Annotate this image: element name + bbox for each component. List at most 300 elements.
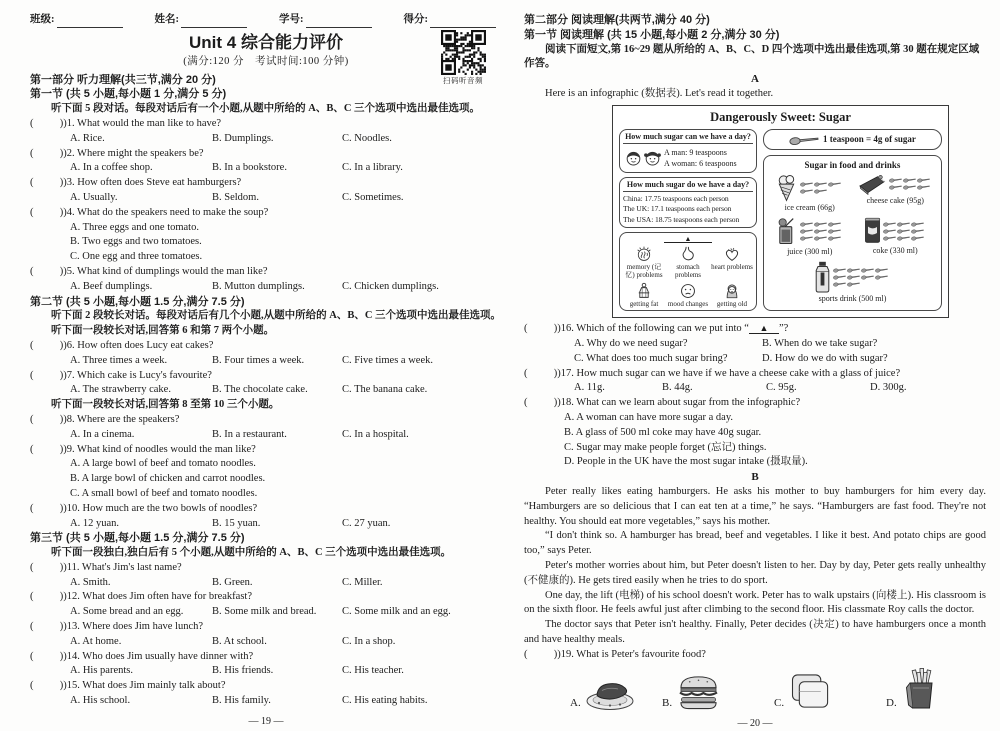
option-b: B. When do we take sugar? [762,338,878,350]
header-field-blank-line [430,16,496,28]
spoon-icon [833,281,846,287]
qr-caption: 扫码听音频 [443,76,483,85]
options-row [70,383,502,398]
question-text: )2. Where might the speakers be? [63,147,204,159]
reading-questions [524,322,986,470]
spoon-icon [800,221,813,227]
option-a-image [570,675,662,711]
answer-bracket: ( ) [30,206,64,218]
food-item-label: coke (330 ml) [872,245,918,255]
juice-icon [775,217,798,246]
question-text: )1. What would the man like to have? [63,117,222,129]
infographic-columns [619,129,942,312]
exam-subtitle: (满分:120 分 考试时间:100 分钟) [183,55,349,67]
spoon-icon [883,221,896,227]
spoon-icon [828,228,841,234]
option-d: D. How do we do with sugar? [762,352,888,364]
option-c: C. In a library. [342,162,403,174]
option-b: B. Four times a week. [212,354,305,366]
infographic-right-column [763,129,942,312]
spoon-icon [889,184,902,190]
old-person-icon [723,282,741,300]
teaspoon-text: 1 teaspoon = 4g of sugar [823,134,916,145]
exam-title: Unit 4 综合能力评价 [189,32,343,52]
answer-bracket: ( ) [524,648,558,660]
question-text: )5. What kind of dumplings would the man like? [63,265,268,277]
spoon-icon [828,221,841,227]
woman-face-icon [643,148,662,167]
question-16 [524,322,986,337]
man-woman-icons [624,148,662,167]
daily-allowance-lines [664,147,737,169]
header-field-label: 班级: [30,14,55,25]
question-9 [30,443,502,458]
option-letter: C. [774,696,785,709]
question-2 [30,147,502,162]
spoon-icon [861,267,874,273]
option-b: B. The chocolate cake. [212,384,308,396]
food-item-label: cheese cake (95g) [866,195,924,205]
question-text: )17. How much sugar can we have if we have a cheese cake with a glass of juice? [557,367,901,379]
spoon-icon [833,267,846,273]
passage-b-label: B [751,471,759,484]
options-row [70,191,502,206]
section1-instruction: 听下面 5 段对话。每段对话后有一个小题,从题中所给的 A、B、C 三个选项中选出最佳选项。 [51,103,481,115]
section3-instruction: 听下面一段独白,独白后有 5 个小题,从题中所给的 A、B、C 三个选项中选出最佳选项。 [51,547,452,559]
problem-item [623,282,665,308]
answer-bracket: ( ) [30,369,64,381]
answer-bracket: ( ) [30,502,64,514]
intake-line-2: The USA: 18.75 teaspoons each person [623,214,740,224]
option-b: B. In a restaurant. [212,428,287,440]
spoon-icon [875,267,888,273]
header-field-1 [155,13,248,28]
header-field-label: 得分: [403,14,428,25]
spoon-icon [883,235,896,241]
option-d: D. People in the UK have the most sugar intake (摄取量). [564,456,808,468]
option-c: C. 27 yuan. [342,517,391,529]
sugar-spoons [800,181,844,194]
option-a: A. A woman can have more sugar a day. [564,412,734,424]
question-text: )16. Which of the following can we put into “▲”? [557,323,789,335]
header-field-blank-line [57,16,123,28]
section3-questions [30,561,502,709]
option-a: A. His school. [70,695,131,707]
options-row [70,664,502,679]
option-c: C. Sometimes. [342,191,404,203]
stomach-icon [679,245,697,263]
option-b-image [662,672,774,711]
option-a: A. At home. [70,635,122,647]
spoon-icon [903,184,916,190]
option-b: B. 15 yuan. [212,517,261,529]
spoon-icon [833,274,846,280]
answer-bracket: ( ) [524,367,558,379]
spoon-icon [883,228,896,234]
question-19-block [524,648,986,711]
header-field-3 [404,13,497,28]
chips-icon [900,667,942,711]
question-text: )19. What is Peter's favourite food? [557,648,706,660]
option-a: A. 12 yuan. [70,517,119,529]
question-text: )4. What do the speakers need to make the soup? [63,206,269,218]
part2-heading: 第二部分 阅读理解(共两节,满分 40 分) [524,14,710,26]
triangle-marker: ▲ [684,235,692,244]
option-b: B. His friends. [212,665,274,677]
option-a: A. In a cinema. [70,428,135,440]
option-a: A. Some bread and an egg. [70,606,184,618]
spoon-icon [911,221,924,227]
passage-a-intro: Here is an infographic (数据表). Let's read it together. [545,87,774,99]
question-4 [30,206,502,221]
answer-bracket: ( ) [30,413,64,425]
passage-paragraph-3: Peter's mother worries about him, but Peter doesn't listen to her. Day by day, Peter gets really unhealthy (不健康的). He gets tired easily when he tries to do sport. [524,560,986,586]
allowance-line-1: A woman: 6 teaspoons [664,158,737,168]
question-19-options [570,667,986,711]
answer-bracket: ( ) [524,323,558,335]
answer-bracket: ( ) [30,621,64,633]
problems-box [619,232,757,311]
answer-bracket: ( ) [30,339,64,351]
answer-bracket: ( ) [524,397,558,409]
option-a: A. Usually. [70,191,118,203]
passage-b [524,485,986,648]
header-field-blank-line [306,16,372,28]
answer-bracket: ( ) [30,265,64,277]
question-text: )10. How much are the two bowls of noodles? [63,502,258,514]
spoon-icon [814,181,827,187]
exam-page-right [524,13,986,731]
spoon-icon [814,221,827,227]
blank-with-triangle: ▲ [749,323,779,334]
answer-bracket: ( ) [30,650,64,662]
food-grid [767,173,938,303]
food-item [767,217,853,256]
section2-questions-b [30,413,502,531]
passage-paragraph-4: One day, the lift (电梯) of his school doesn't work. Peter has to walk upstairs (向楼上). His classroom is on the sixth floor. He feels awful just after climbing to the second floor. His classmate Roy calls the doctor. [524,589,986,616]
spoon-icon [800,181,813,187]
intake-line-1: The UK: 17.1 teaspoons each person [623,204,732,214]
food-box [763,155,942,312]
section2-sub-instruction-2: 听下面一段较长对话,回答第 8 至第 10 三个小题。 [51,399,280,411]
options-row [70,517,502,532]
intake-line-0: China: 17.75 teaspoons each person [623,193,729,203]
sugar-spoons [883,221,927,241]
option-a: A. Rice. [70,132,105,144]
problem-label: memory (记忆) problems [625,263,663,280]
food-item [767,173,853,212]
option-c: C. His eating habits. [342,695,428,707]
spoon-icon [800,235,813,241]
option-letter: B. [662,696,673,709]
section2-sub-instruction-1: 听下面一段较长对话,回答第 6 和第 7 两个小题。 [51,325,275,337]
header-field-2 [279,13,372,28]
qr-code-icon [441,30,486,75]
sugar-spoons [800,221,844,241]
question-text: )14. Who does Jim usually have dinner with? [63,650,254,662]
option-c: C. Some milk and an egg. [342,606,451,618]
options-row [70,280,502,295]
options-row [70,605,502,620]
food-item-visual [814,261,891,293]
header-field-0 [30,13,123,28]
steak-plate-icon [584,675,636,711]
question-text: )13. Where does Jim have lunch? [63,621,204,633]
header-field-blank-line [181,16,247,28]
options-row [70,354,502,369]
options-row [70,635,502,650]
question-3 [30,176,502,191]
intake-header: How much sugar do we have a day? [623,180,753,192]
spoon-icon [814,235,827,241]
option-b: B. Mutton dumplings. [212,280,305,292]
option-c: C. Five times a week. [342,354,433,366]
sad-face-icon [679,282,697,300]
option-a: A. Smith. [70,576,111,588]
qr-code-block [438,30,488,85]
reading-section-heading: 第一节 阅读理解 (共 15 小题,每小题 2 分,满分 30 分) [524,28,780,41]
section2-instruction: 听下面 2 段较长对话。每段对话后有几个小题,从题中所给的 A、B、C 三个选项中选出最佳选项。 [51,310,502,322]
food-item [767,261,938,303]
options-row [70,694,502,709]
problem-item [623,245,665,279]
question-15 [30,679,502,694]
spoon-icon [903,177,916,183]
options-row [574,337,986,367]
problem-label: getting fat [629,300,659,309]
problem-label: stomach problems [674,263,702,280]
option-a: A. Three times a week. [70,354,168,366]
ice-cream-icon [775,173,798,202]
spoon-icon [917,177,930,183]
spoon-icon [847,281,860,287]
option-c: C. What does too much sugar bring? [574,352,728,364]
section1-heading: 第一节 (共 5 小题,每小题 1 分,满分 5 分) [30,88,227,101]
food-item-visual [775,173,844,202]
spoon-icon [828,181,841,187]
spoon-icon [814,228,827,234]
option-b: B. Green. [212,576,253,588]
food-item-label: ice cream (66g) [784,202,835,212]
food-box-header: Sugar in food and drinks [804,159,901,170]
question-text: )11. What's Jim's last name? [63,561,182,573]
options-row [574,381,986,396]
option-c: C. One egg and three tomatoes. [70,251,203,263]
option-a: A. The strawberry cake. [70,384,171,396]
blank-line [664,242,712,243]
food-item-label: sports drink (500 ml) [818,293,887,303]
option-c: C. Chicken dumplings. [342,280,439,292]
spoon-icon [861,274,874,280]
option-b: B. In a bookstore. [212,162,287,174]
question-11 [30,561,502,576]
spoon-icon [847,267,860,273]
heart-icon [723,245,741,263]
question-14 [30,650,502,665]
sugar-spoons [833,267,891,287]
spoon-icon [889,177,902,183]
section3-heading: 第三节 (共 5 小题,每小题 1.5 分,满分 7.5 分) [30,532,245,545]
daily-allowance-box [619,129,757,173]
infographic-left-column [619,129,757,312]
option-c-image [774,672,886,711]
sports-drink-icon [814,261,831,293]
part1-heading: 第一部分 听力理解(共三节,满分 20 分) [30,73,216,86]
question-text: )9. What kind of noodles would the man like? [63,443,256,455]
teaspoon-icon [789,135,819,145]
spoon-icon [847,274,860,280]
sugar-infographic [612,105,949,319]
answer-bracket: ( ) [30,177,64,189]
passage-paragraph-5: The doctor says that Peter isn't healthy. Finally, Peter decides (决定) to have hamburgers once a month and have healthy meals. [524,619,986,646]
problem-item [667,245,709,279]
intake-box [619,177,757,229]
option-b: B. 44g. [662,382,693,394]
option-b: B. A large bowl of chicken and carrot noodles. [70,473,266,485]
option-c: C. 95g. [766,382,797,394]
question-6 [30,339,502,354]
question-7 [30,369,502,384]
question-text: )18. What can we learn about sugar from the infographic? [557,397,801,409]
answer-bracket: ( ) [30,117,64,129]
food-item [853,173,939,212]
passage-paragraph-2: “I don't think so. A hamburger has bread, beef and vegetables. I like it best. And potato chips are good too,” says Peter. [524,530,986,557]
option-c: C. His teacher. [342,665,404,677]
food-item-visual [857,173,933,195]
answer-bracket: ( ) [30,591,64,603]
spoon-icon [897,221,910,227]
spoon-icon [800,228,813,234]
problem-item [711,282,753,308]
brain-icon [635,245,653,263]
food-item-visual [864,217,927,245]
intake-lines [623,194,753,226]
question-text: )12. What does Jim often have for breakfast? [63,591,252,603]
option-b: B. Seldom. [212,191,259,203]
option-a: A. Three eggs and one tomato. [70,221,199,233]
option-b: B. His family. [212,695,271,707]
question-17 [524,367,986,382]
option-a: A. Beef dumplings. [70,280,153,292]
option-a: A. A large bowl of beef and tomato noodles. [70,458,256,470]
question-19 [524,648,986,663]
option-c: C. Sugar may make people forget (忘记) things. [564,441,767,453]
coke-icon [864,217,881,245]
option-c: C. Noodles. [342,132,392,144]
option-c: C. Miller. [342,576,383,588]
hamburger-icon [675,672,722,711]
option-letter: A. [570,696,581,709]
allowance-line-0: A man: 9 teaspoons [664,147,727,157]
spoon-icon [800,188,813,194]
question-5 [30,265,502,280]
question-13 [30,620,502,635]
spoon-icon [897,235,910,241]
answer-bracket: ( ) [30,147,64,159]
spoon-icon [917,184,930,190]
cheese-cake-icon [857,173,887,195]
fat-person-icon [635,282,653,300]
problems-grid [623,245,753,308]
sugar-spoons [889,177,933,190]
header-field-label: 姓名: [154,14,179,25]
section2-heading: 第二节 (共 5 小题,每小题 1.5 分,满分 7.5 分) [30,295,245,308]
problem-item [667,282,709,308]
option-b: B. At school. [212,635,267,647]
answer-bracket: ( ) [30,443,64,455]
option-a: A. In a coffee shop. [70,162,153,174]
option-c: C. In a hospital. [342,428,409,440]
question-10 [30,502,502,517]
option-c: C. The banana cake. [342,384,428,396]
option-a: A. 11g. [574,382,605,394]
option-d-image [886,667,986,711]
problem-label: getting old [716,300,748,309]
option-c: C. In a shop. [342,635,396,647]
passage-a-label: A [751,73,759,86]
option-b: B. A glass of 500 ml coke may have 40g sugar. [564,426,762,438]
problem-label: heart problems [711,263,753,272]
answer-bracket: ( ) [30,561,64,573]
sandwich-icon [787,672,837,711]
daily-allowance-header: How much sugar can we have a day? [623,132,753,144]
problem-label: mood changes [667,300,709,309]
problem-item [711,245,753,279]
food-item-label: juice (300 ml) [787,246,833,256]
teaspoon-icon [789,134,819,145]
option-letter: D. [886,696,897,709]
option-a: A. Why do we need sugar? [574,338,688,350]
reading-instruction: 阅读下面短文,第 16~29 题从所给的 A、B、C、D 四个选项中选出最佳选项,第 30 题在规定区域作答。 [524,43,980,70]
daily-allowance-content [623,146,753,170]
spoon-icon [875,274,888,280]
man-face-icon [624,148,643,167]
option-b: B. Two eggs and two tomatoes. [70,236,202,248]
header-field-label: 学号: [279,14,304,25]
spoon-icon [911,235,924,241]
exam-page-left [30,13,502,730]
passage-paragraph-1: Peter really likes eating hamburgers. He asks his mother to buy hamburgers for him every day. “Hamburgers are so delicious that I can eat ten at a time,” he says. “Hamburgers are fast food. They're not healthy. You should eat more vegetables,” says his mother. [524,486,986,527]
option-b: B. Some milk and bread. [212,606,317,618]
option-a: A. His parents. [70,665,133,677]
spoon-icon [814,188,827,194]
options-row [70,428,502,443]
options-row [70,132,502,147]
question-text: )8. Where are the speakers? [63,413,180,425]
spoon-icon [828,235,841,241]
spoon-icon [897,228,910,234]
question-8 [30,413,502,428]
question-text: )15. What does Jim mainly talk about? [63,680,226,692]
option-c: C. A small bowl of beef and tomato noodles. [70,487,258,499]
question-12 [30,590,502,605]
option-d: D. 300g. [870,382,907,394]
food-item-visual [775,217,844,246]
answer-bracket: ( ) [30,680,64,692]
infographic-title: Dangerously Sweet: Sugar [710,109,851,124]
question-18 [524,396,986,411]
spoon-icon [911,228,924,234]
page-number-left: — 19 — [248,715,284,727]
section1-questions [30,117,502,295]
question-text: )3. How often does Steve eat hamburgers? [63,177,242,189]
question-1 [30,117,502,132]
options-row [70,576,502,591]
question-text: )6. How often does Lucy eat cakes? [63,339,214,351]
blank-title-placeholder [623,236,753,243]
option-b: B. Dumplings. [212,132,274,144]
food-item [853,217,939,256]
